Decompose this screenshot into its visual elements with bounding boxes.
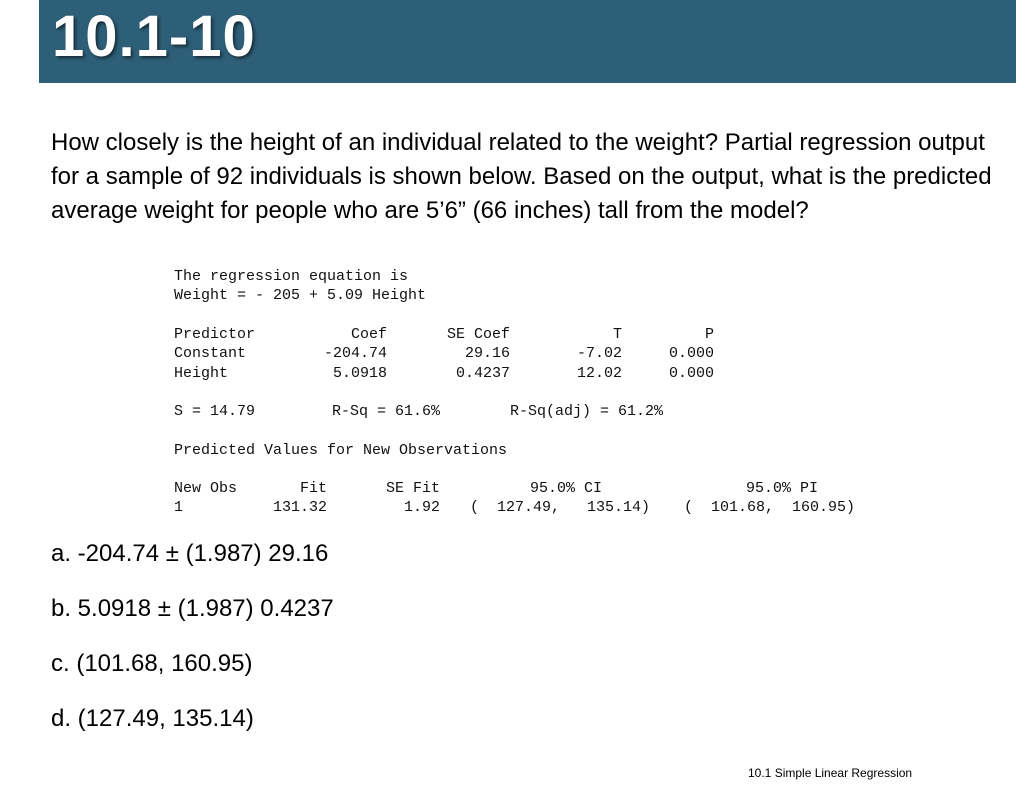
col-header-p: P xyxy=(704,326,714,343)
col-header-new-obs: New Obs xyxy=(174,480,238,497)
answer-c: c. (101.68, 160.95) xyxy=(51,650,253,677)
answer-choices xyxy=(51,533,334,753)
equation-label: The regression equation is xyxy=(174,268,409,285)
pred-row-pi: ( 101.68, 160.95) xyxy=(684,499,856,516)
stat-rsq: R-Sq = 61.6% xyxy=(332,403,441,420)
regression-equation: Weight = - 205 + 5.09 Height xyxy=(174,287,427,304)
pred-row-se-fit: 1.92 xyxy=(403,499,440,516)
row-constant-coef: -204.74 xyxy=(323,345,387,362)
row-height-se-coef: 0.4237 xyxy=(455,365,510,382)
stat-rsq-adj: R-Sq(adj) = 61.2% xyxy=(510,403,664,420)
answer-d: d. (127.49, 135.14) xyxy=(51,705,254,732)
stat-s: S = 14.79 xyxy=(174,403,256,420)
col-header-pi: 95.0% PI xyxy=(746,480,819,497)
answer-b: b. 5.0918 ± (1.987) 0.4237 xyxy=(51,595,334,622)
slide-title: 10.1-10 xyxy=(52,4,256,69)
regression-output xyxy=(172,268,892,523)
footer-label: 10.1 Simple Linear Regression xyxy=(748,766,913,780)
pred-row-obs: 1 xyxy=(174,499,184,516)
row-height-coef: 5.0918 xyxy=(332,365,387,382)
col-header-predictor: Predictor xyxy=(174,326,256,343)
pred-row-ci: ( 127.49, 135.14) xyxy=(470,499,651,516)
col-header-fit: Fit xyxy=(299,480,327,497)
row-constant-t: -7.02 xyxy=(576,345,622,362)
row-constant-p: 0.000 xyxy=(668,345,714,362)
col-header-coef: Coef xyxy=(350,326,387,343)
row-height-p: 0.000 xyxy=(668,365,714,382)
answer-a: a. -204.74 ± (1.987) 29.16 xyxy=(51,540,329,567)
row-height-t: 12.02 xyxy=(576,365,622,382)
col-header-se-fit: SE Fit xyxy=(385,480,440,497)
pred-row-fit: 131.32 xyxy=(272,499,327,516)
row-height-predictor: Height xyxy=(174,365,229,382)
col-header-se-coef: SE Coef xyxy=(446,326,510,343)
row-constant-predictor: Constant xyxy=(174,345,247,362)
row-constant-se-coef: 29.16 xyxy=(464,345,510,362)
predicted-values-title: Predicted Values for New Observations xyxy=(174,442,508,459)
question-text: How closely is the height of an individual related to the weight? Partial regression output for a sample of 92 individuals is shown below. Based on the output, what is the predicted average weight for people who are 5’6” (66 inches) tall from the model? xyxy=(51,129,992,224)
col-header-t: T xyxy=(612,326,622,343)
col-header-ci: 95.0% CI xyxy=(530,480,603,497)
